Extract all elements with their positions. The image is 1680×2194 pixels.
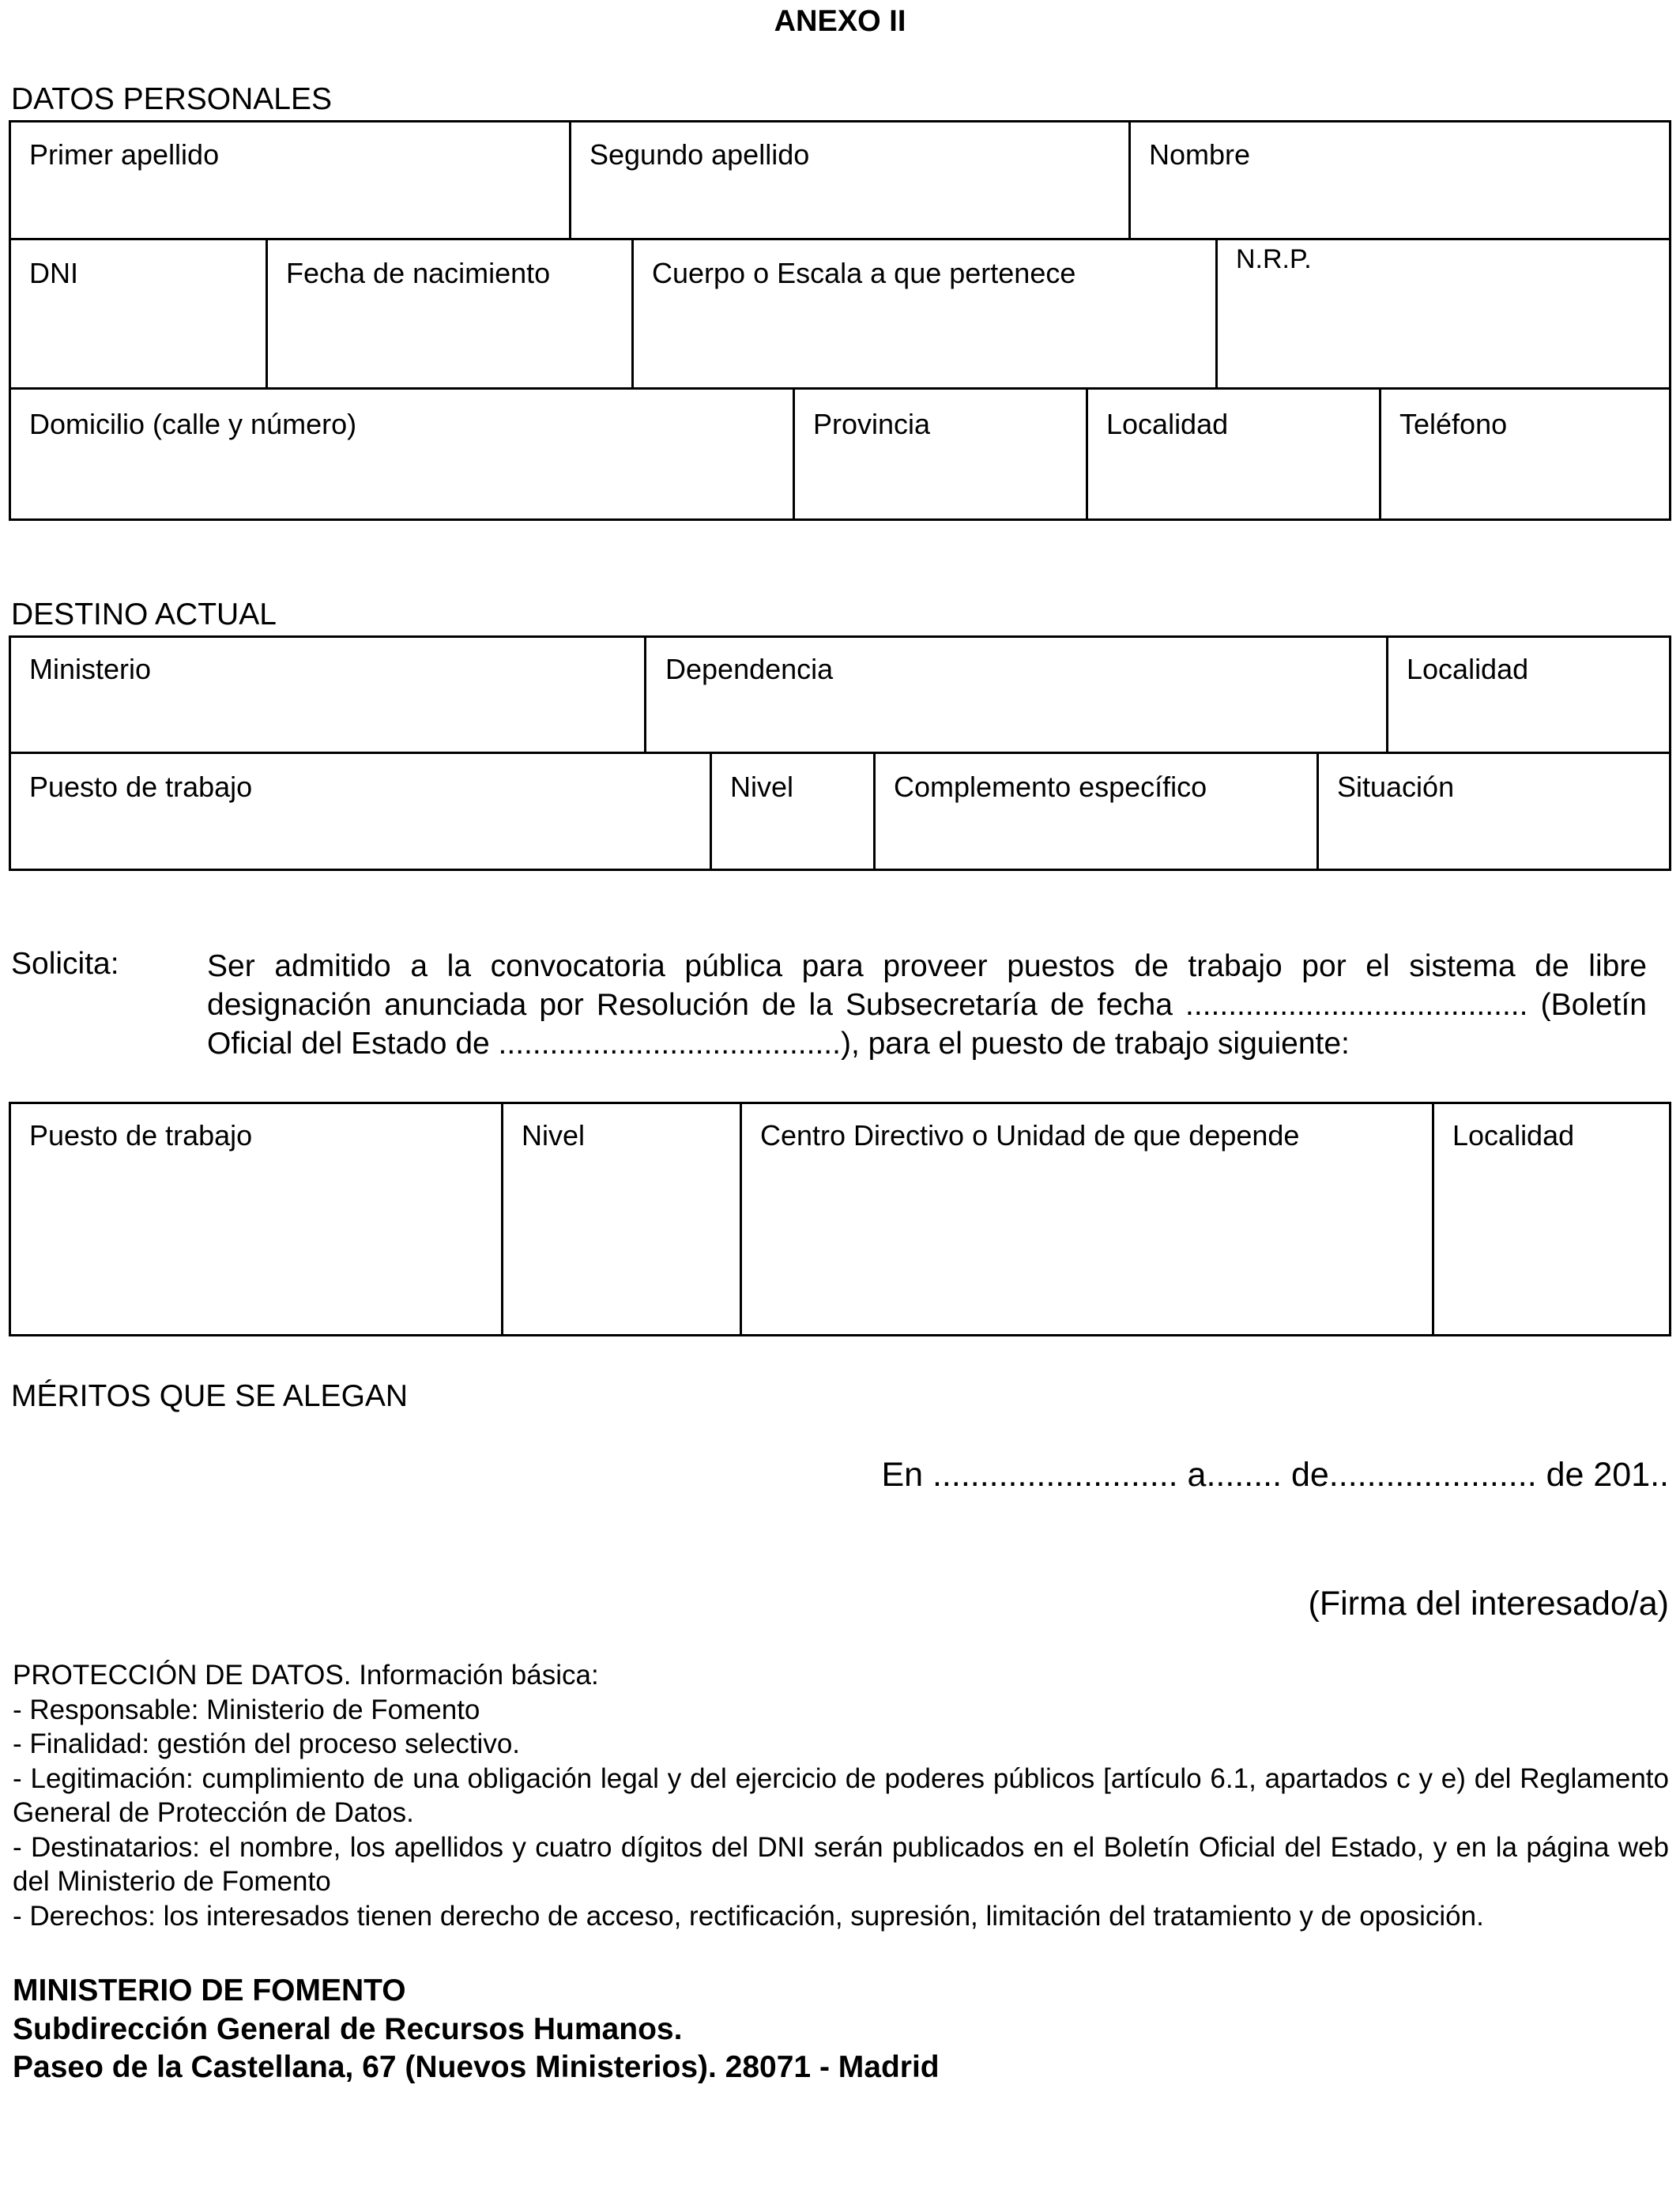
solicita-text: Ser admitido a la convocatoria pública para proveer puestos de trabajo por el sistema de libre designación anunciada por Resolución de la Subsecretaría de fecha ........................................ (Boletín Oficial del Estado de ........................................), para el puesto de trabajo siguiente: xyxy=(207,949,1647,1061)
table-divider xyxy=(1317,752,1319,871)
firma-interesado: (Firma del interesado/a) xyxy=(1308,1585,1669,1623)
field-centro-directivo[interactable]: Centro Directivo o Unidad de que depende xyxy=(760,1119,1300,1152)
proteccion-item: - Responsable: Ministerio de Fomento xyxy=(13,1694,480,1725)
proteccion-item: - Finalidad: gestión del proceso selectivo. xyxy=(13,1728,521,1759)
field-nombre[interactable]: Nombre xyxy=(1149,138,1251,171)
field-telefono[interactable]: Teléfono xyxy=(1399,408,1508,440)
table-divider xyxy=(266,238,268,388)
table-divider xyxy=(1086,387,1088,521)
field-domicilio[interactable]: Domicilio (calle y número) xyxy=(29,408,357,440)
field-puesto-trabajo-actual[interactable]: Puesto de trabajo xyxy=(29,771,253,803)
table-divider xyxy=(631,238,634,388)
proteccion-heading: PROTECCIÓN DE DATOS. Información básica: xyxy=(13,1660,599,1691)
table-divider xyxy=(1128,120,1131,239)
fecha-lugar-line[interactable]: En .......................... a........ de...................... de 201.. xyxy=(881,1456,1669,1494)
table-divider xyxy=(569,120,571,239)
field-puesto-trabajo-solicitado[interactable]: Puesto de trabajo xyxy=(29,1119,253,1152)
field-complemento-especifico[interactable]: Complemento específico xyxy=(894,771,1207,803)
field-localidad-destino[interactable]: Localidad xyxy=(1407,653,1529,685)
table-divider xyxy=(1386,635,1388,752)
table-divider xyxy=(9,238,1671,240)
proteccion-item: - Destinatarios: el nombre, los apellidos y cuatro dígitos del DNI serán publicados en el Boletín Oficial del Estado, y en la página web del Ministerio de Fomento xyxy=(13,1831,1669,1897)
proteccion-item: - Legitimación: cumplimiento de una obligación legal y del ejercicio de poderes públicos [artículo 6.1, apartados c y e) del Reglamento General de Protección de Datos. xyxy=(13,1762,1669,1828)
proteccion-item: - Derechos: los interesados tienen derecho de acceso, rectificación, supresión, limitación del tratamiento y de oposición. xyxy=(13,1900,1484,1932)
field-fecha-nacimiento[interactable]: Fecha de nacimiento xyxy=(286,257,551,289)
field-cuerpo-escala[interactable]: Cuerpo o Escala a que pertenece xyxy=(652,257,1076,289)
field-segundo-apellido[interactable]: Segundo apellido xyxy=(590,138,810,171)
table-divider xyxy=(1379,387,1381,521)
meritos-heading: MÉRITOS QUE SE ALEGAN xyxy=(11,1379,409,1413)
field-nrp[interactable]: N.R.P. xyxy=(1236,244,1312,274)
field-primer-apellido[interactable]: Primer apellido xyxy=(29,138,220,171)
field-localidad-domicilio[interactable]: Localidad xyxy=(1106,408,1229,440)
datos-personales-table xyxy=(9,120,1671,521)
destino-actual-heading: DESTINO ACTUAL xyxy=(11,598,277,631)
field-localidad-solicitada[interactable]: Localidad xyxy=(1452,1119,1575,1152)
table-divider xyxy=(793,387,795,521)
organismo-direccion: Paseo de la Castellana, 67 (Nuevos Ministerios). 28071 - Madrid xyxy=(13,2050,940,2084)
solicita-label: Solicita: xyxy=(11,947,119,981)
table-divider xyxy=(1215,238,1218,388)
document-title: ANEXO II xyxy=(774,5,906,38)
table-divider xyxy=(710,752,712,871)
datos-personales-heading: DATOS PERSONALES xyxy=(11,82,333,116)
organismo-subdireccion: Subdirección General de Recursos Humanos. xyxy=(13,2011,683,2046)
field-provincia[interactable]: Provincia xyxy=(813,408,931,440)
field-ministerio[interactable]: Ministerio xyxy=(29,653,152,685)
table-divider xyxy=(873,752,876,871)
field-nivel-solicitado[interactable]: Nivel xyxy=(522,1119,586,1152)
table-divider xyxy=(501,1102,503,1336)
field-nivel-actual[interactable]: Nivel xyxy=(730,771,794,803)
organismo-block xyxy=(13,1972,940,2087)
proteccion-datos-block xyxy=(13,1658,1669,1933)
field-dni[interactable]: DNI xyxy=(29,257,78,289)
field-dependencia[interactable]: Dependencia xyxy=(665,653,834,685)
organismo-nombre: MINISTERIO DE FOMENTO xyxy=(13,1973,406,2007)
table-divider xyxy=(740,1102,742,1336)
table-divider xyxy=(644,635,646,752)
field-situacion[interactable]: Situación xyxy=(1337,771,1455,803)
table-divider xyxy=(9,387,1671,390)
table-divider xyxy=(9,752,1671,754)
table-divider xyxy=(1432,1102,1434,1336)
